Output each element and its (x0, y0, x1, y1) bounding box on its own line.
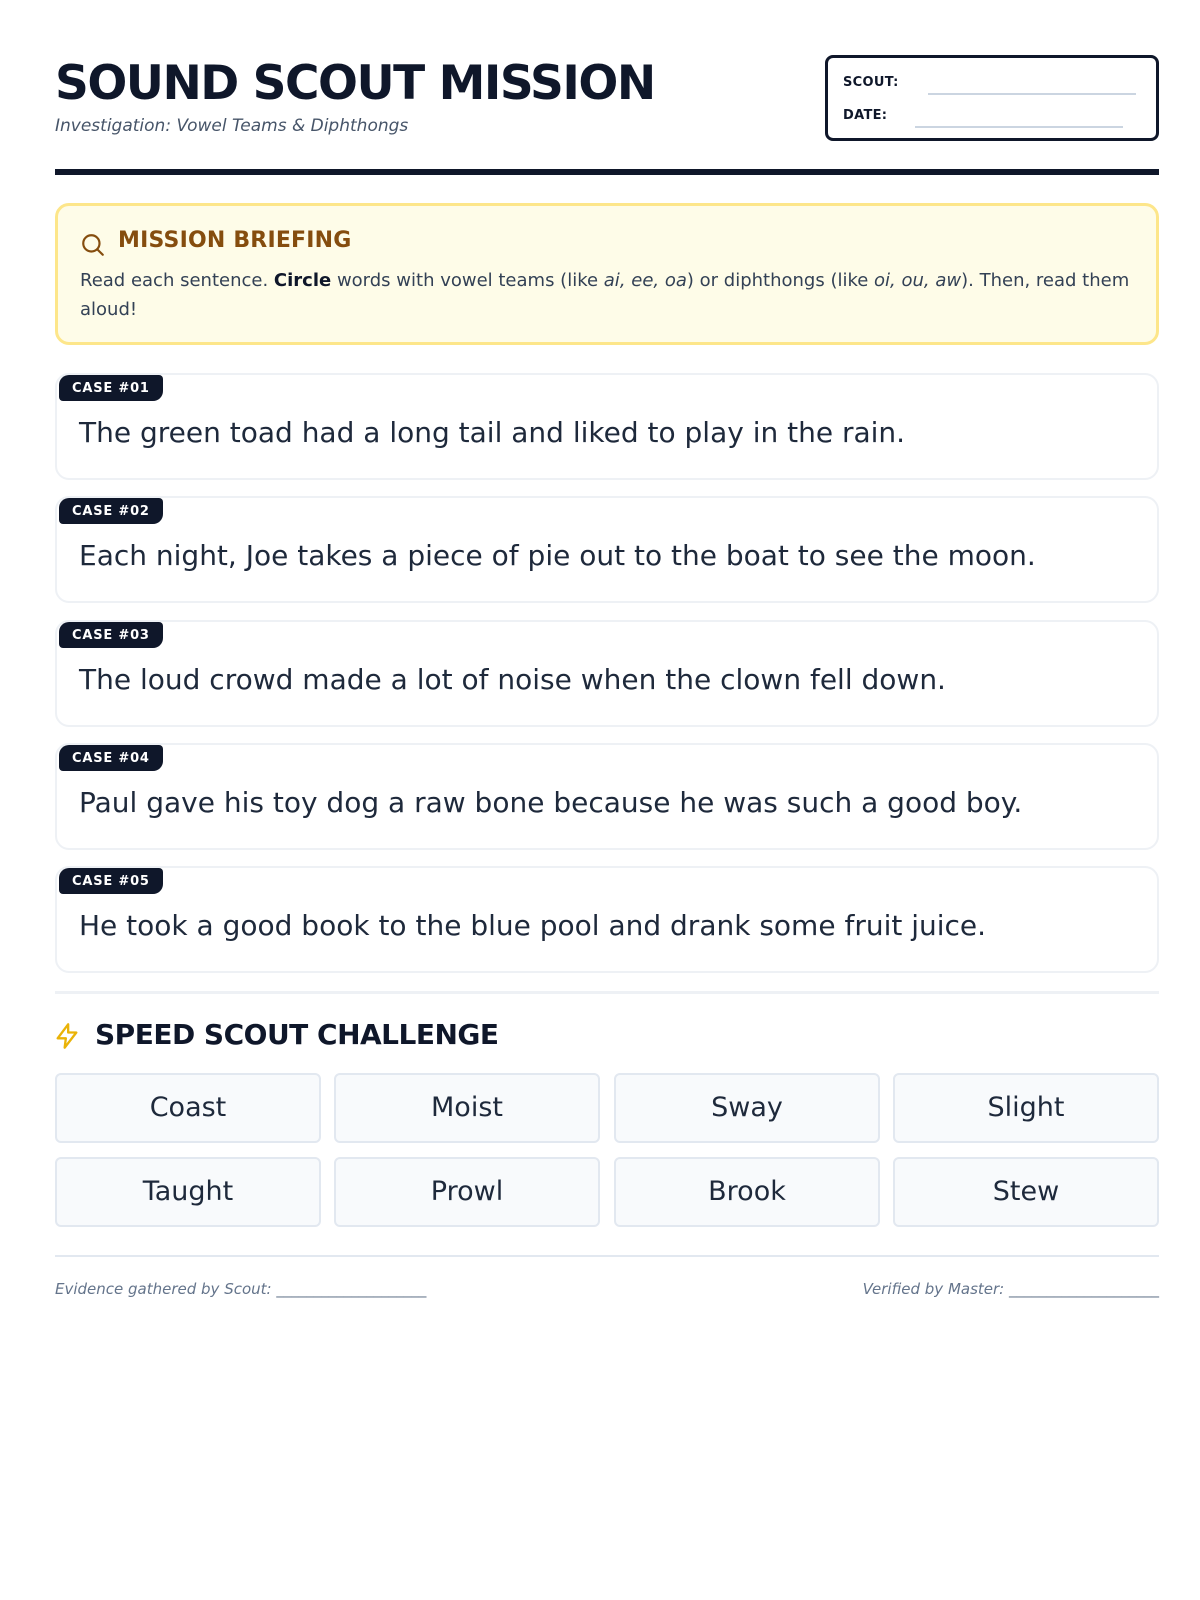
date-field[interactable] (915, 126, 1123, 128)
case-sentence[interactable]: He took a good book to the blue pool and drank some fruit juice. (79, 909, 987, 942)
word-card[interactable]: Prowl (334, 1157, 600, 1227)
word-card[interactable]: Stew (893, 1157, 1159, 1227)
case-card (55, 373, 1159, 480)
briefing-instructions: Read each sentence. Circle words with vowel teams (like ai, ee, oa) or diphthongs (like oi, ou, aw). Then, read them aloud! (80, 270, 1130, 320)
case-card (55, 866, 1159, 973)
date-label: DATE: (843, 108, 888, 123)
word-card[interactable]: Brook (614, 1157, 880, 1227)
scout-label: SCOUT: (843, 75, 899, 90)
briefing-title: MISSION BRIEFING (118, 228, 352, 253)
word-card[interactable]: Sway (614, 1073, 880, 1143)
case-tag: CASE #04 (59, 745, 163, 771)
case-card (55, 620, 1159, 727)
case-card (55, 496, 1159, 603)
case-tag: CASE #01 (59, 375, 163, 401)
case-tag: CASE #05 (59, 868, 163, 894)
scout-id-box (825, 55, 1159, 141)
word-card[interactable]: Moist (334, 1073, 600, 1143)
case-sentence[interactable]: Paul gave his toy dog a raw bone because he was such a good boy. (79, 786, 1023, 819)
case-card (55, 743, 1159, 850)
case-sentence[interactable]: The loud crowd made a lot of noise when the clown fell down. (79, 663, 946, 696)
page-title: SOUND SCOUT MISSION (55, 56, 655, 111)
footer-divider (55, 1255, 1159, 1257)
case-sentence[interactable]: The green toad had a long tail and liked to play in the rain. (79, 416, 906, 449)
header-divider (55, 169, 1159, 175)
mission-briefing (55, 203, 1159, 345)
lightning-icon (53, 1022, 81, 1050)
case-tag: CASE #03 (59, 622, 163, 648)
case-tag: CASE #02 (59, 498, 163, 524)
word-card[interactable]: Coast (55, 1073, 321, 1143)
challenge-title: SPEED SCOUT CHALLENGE (95, 1018, 499, 1051)
scout-name-field[interactable] (928, 93, 1136, 95)
case-sentence[interactable]: Each night, Joe takes a piece of pie out to the boat to see the moon. (79, 539, 1036, 572)
word-card[interactable]: Slight (893, 1073, 1159, 1143)
page-subtitle: Investigation: Vowel Teams & Diphthongs (55, 116, 409, 136)
section-divider (55, 991, 1159, 994)
footer-scout-signature: Evidence gathered by Scout: ____________________ (55, 1280, 427, 1298)
search-icon (80, 232, 106, 258)
footer-master-signature: Verified by Master: ____________________ (862, 1280, 1159, 1298)
word-card[interactable]: Taught (55, 1157, 321, 1227)
